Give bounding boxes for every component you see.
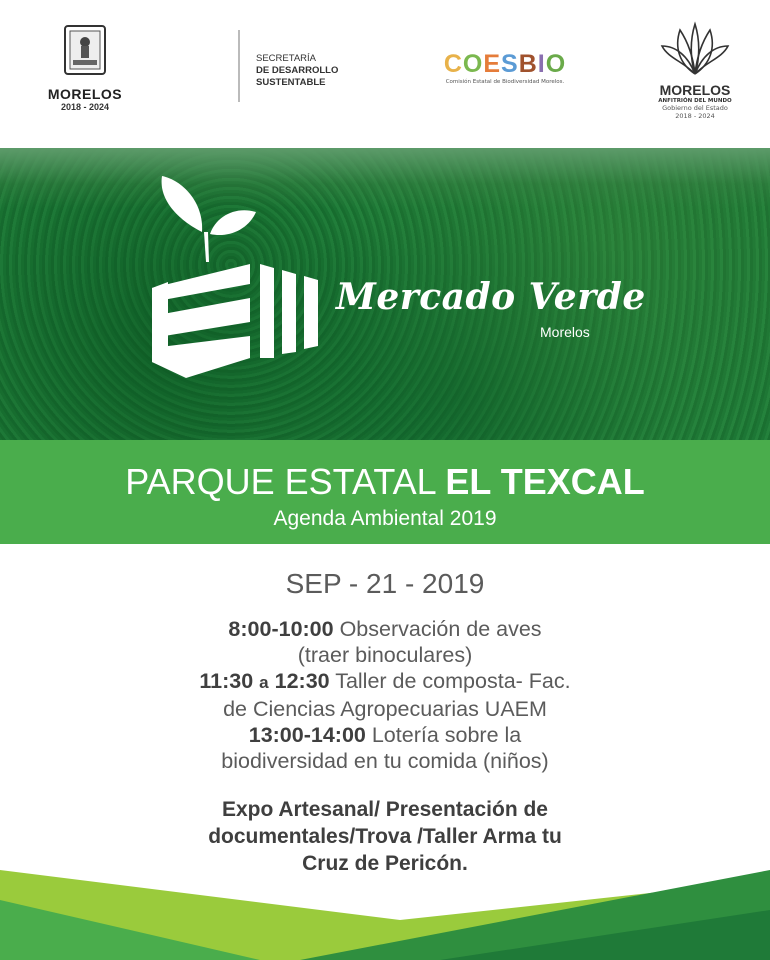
schedule (0, 616, 770, 774)
schedule-text: Taller de composta- Fac. (329, 669, 571, 693)
agenda-subtitle: Agenda Ambiental 2019 (273, 507, 497, 530)
header-divider (238, 30, 240, 102)
coesbio-subtitle: Comisión Estatal de Biodiversidad Morelos. (445, 79, 565, 85)
header (0, 0, 770, 148)
mercado-verde-title: Mercado Verde (336, 276, 646, 318)
lotus-flower-icon (660, 20, 730, 78)
schedule-text: Observación de aves (333, 617, 542, 641)
secretaria-logo (256, 53, 338, 89)
morelos-left-name: MORELOS (47, 86, 123, 102)
park-title-bold: EL TEXCAL (445, 461, 645, 502)
morelos-seal-icon (63, 24, 107, 76)
expo-line: documentales/Trova /Taller Arma tu (208, 825, 562, 848)
forest-banner (0, 148, 770, 440)
secretaria-line2: DE DESARROLLO (256, 65, 339, 76)
event-date: SEP - 21 - 2019 (285, 568, 485, 599)
coesbio-wordmark: COESBIO (443, 50, 567, 78)
schedule-item (0, 722, 770, 774)
park-title-regular: PARQUE ESTATAL (125, 461, 446, 502)
mercado-verde-subtitle: Morelos (540, 324, 590, 340)
park-title-band (0, 440, 770, 544)
morelos-right-tagline: ANFITRIÓN DEL MUNDO (658, 98, 732, 104)
secretaria-line3: SUSTENTABLE (256, 77, 326, 88)
morelos-right-gov: Gobierno del Estado (662, 104, 728, 112)
schedule-time: 8:00-10:00 (228, 617, 334, 641)
agenda-section (0, 544, 770, 874)
morelos-right-name: MORELOS (659, 82, 731, 98)
schedule-item (0, 616, 770, 668)
morelos-state-logo (40, 24, 130, 112)
morelos-left-years: 2018 - 2024 (60, 102, 110, 112)
schedule-text-cont: de Ciencias Agropecuarias UAEM (223, 697, 547, 721)
park-title (0, 462, 770, 502)
schedule-time-connector: a (259, 673, 269, 692)
expo-line: Expo Artesanal/ Presentación de (221, 798, 548, 821)
secretaria-line1: SECRETARÍA (256, 53, 317, 64)
coesbio-logo (440, 50, 570, 85)
schedule-text: Lotería sobre la (365, 723, 522, 747)
morelos-government-logo (650, 20, 740, 120)
morelos-right-years: 2018 - 2024 (675, 112, 715, 120)
schedule-item (0, 668, 770, 722)
schedule-time-end: 12:30 (268, 669, 330, 693)
schedule-text-cont: biodiversidad en tu comida (niños) (221, 749, 549, 773)
schedule-time: 11:30 (199, 669, 260, 693)
expo-line: Cruz de Pericón. (302, 852, 468, 875)
mercado-verde-logo-icon (152, 172, 332, 382)
schedule-text-cont: (traer binoculares) (297, 643, 473, 667)
schedule-time: 13:00-14:00 (248, 723, 366, 747)
footer-decoration (0, 860, 770, 960)
